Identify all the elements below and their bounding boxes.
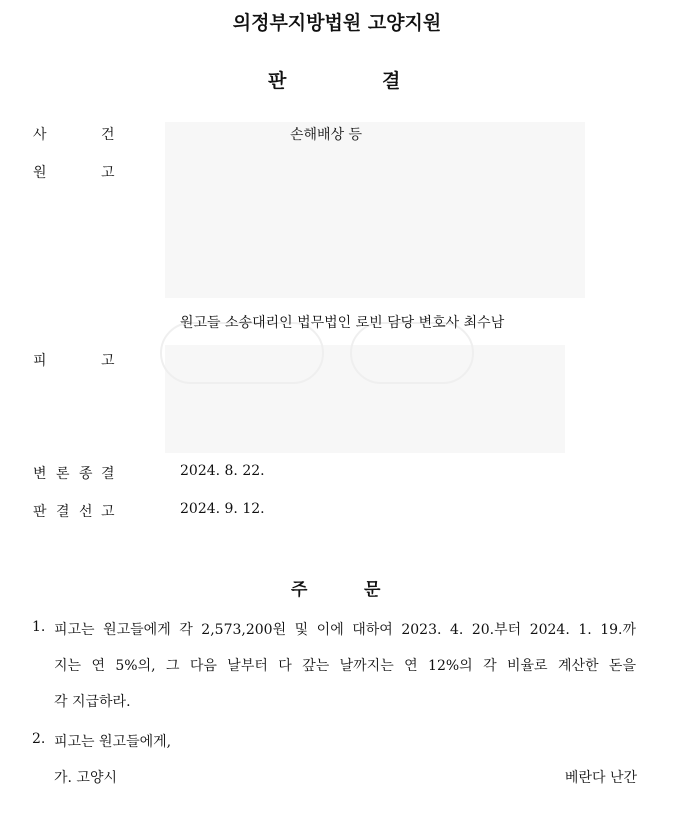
court-name: 의정부지방법원 고양지원 (232, 12, 442, 34)
document-title-left: 판 (268, 70, 287, 92)
order-heading-right: 문 (364, 580, 381, 600)
case-value: 손해배상 등 (290, 127, 363, 143)
ruling-label-char: 결 (56, 504, 70, 520)
order-subitem-right: 베란다 난간 (564, 770, 637, 786)
defendant-label-char: 피 (33, 353, 47, 369)
redacted-plaintiff-info (165, 122, 585, 298)
closing-label-char: 변 (33, 466, 47, 482)
order-item-number: 1. (32, 619, 46, 635)
order-item-line: 피고는 원고들에게, (54, 734, 172, 750)
ruling-label-char: 판 (33, 504, 47, 520)
plaintiff-label-char: 원 (33, 165, 47, 181)
defendant-label-char: 고 (101, 353, 115, 369)
closing-date: 2024. 8. 22. (180, 463, 265, 479)
case-label-char: 건 (101, 127, 115, 143)
order-item-number: 2. (32, 731, 46, 747)
closing-label-char: 결 (101, 466, 115, 482)
case-label-char: 사 (33, 127, 47, 143)
ruling-label-char: 선 (79, 504, 93, 520)
order-item-line: 지는 연 5%의, 그 다음 날부터 다 갚는 날까지는 연 12%의 각 비율로 계산한 돈을 (54, 658, 636, 674)
ruling-label-char: 고 (101, 504, 115, 520)
ruling-date: 2024. 9. 12. (180, 501, 265, 517)
order-heading-left: 주 (291, 580, 308, 600)
document-title-right: 결 (382, 70, 401, 92)
order-item-line: 각 지급하라. (54, 694, 131, 710)
order-item-line: 피고는 원고들에게 각 2,573,200원 및 이에 대하여 2023. 4. 20.부터 2024. 1. 19.까 (54, 622, 636, 638)
order-subitem-left: 가. 고양시 (54, 770, 117, 786)
closing-label-char: 론 (56, 466, 70, 482)
plaintiff-label-char: 고 (101, 165, 115, 181)
plaintiff-counsel: 원고들 소송대리인 법무법인 로빈 담당 변호사 최수남 (180, 315, 505, 331)
closing-label-char: 종 (79, 466, 93, 482)
